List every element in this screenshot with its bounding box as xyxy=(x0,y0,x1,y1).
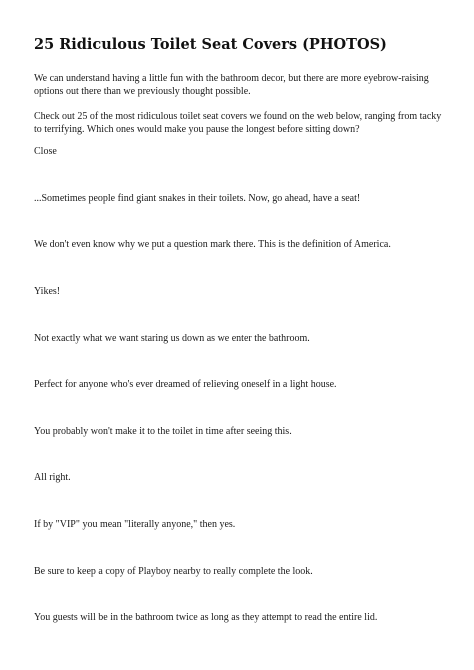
intro-paragraph: We can understand having a little fun with the bathroom decor, but there are more eyebrow-raising options out there than we previously thought possible. xyxy=(34,73,429,98)
photo-caption: Yikes! xyxy=(34,286,61,297)
page-title: 25 Ridiculous Toilet Seat Covers (PHOTOS) xyxy=(34,36,387,53)
photo-caption: We don't even know why we put a question mark there. This is the definition of America. xyxy=(34,239,391,250)
photo-caption: ...Sometimes people find giant snakes in their toilets. Now, go ahead, have a seat! xyxy=(34,193,361,204)
photo-caption: Perfect for anyone who's ever dreamed of relieving oneself in a light house. xyxy=(34,379,337,390)
photo-caption: You probably won't make it to the toilet in time after seeing this. xyxy=(34,426,292,437)
photo-caption: Not exactly what we want staring us down as we enter the bathroom. xyxy=(34,333,310,344)
intro-paragraph: Check out 25 of the most ridiculous toilet seat covers we found on the web below, ranging from tacky to terrifying. Which ones would make you pause the longest before sitting down? xyxy=(34,111,442,136)
photo-caption: Be sure to keep a copy of Playboy nearby to really complete the look. xyxy=(34,566,313,577)
photo-caption: All right. xyxy=(34,472,71,483)
close-link[interactable]: Close xyxy=(34,146,57,157)
photo-caption: If by "VIP" you mean "literally anyone," then yes. xyxy=(34,519,236,530)
photo-caption: You guests will be in the bathroom twice as long as they attempt to read the entire lid. xyxy=(34,612,378,623)
